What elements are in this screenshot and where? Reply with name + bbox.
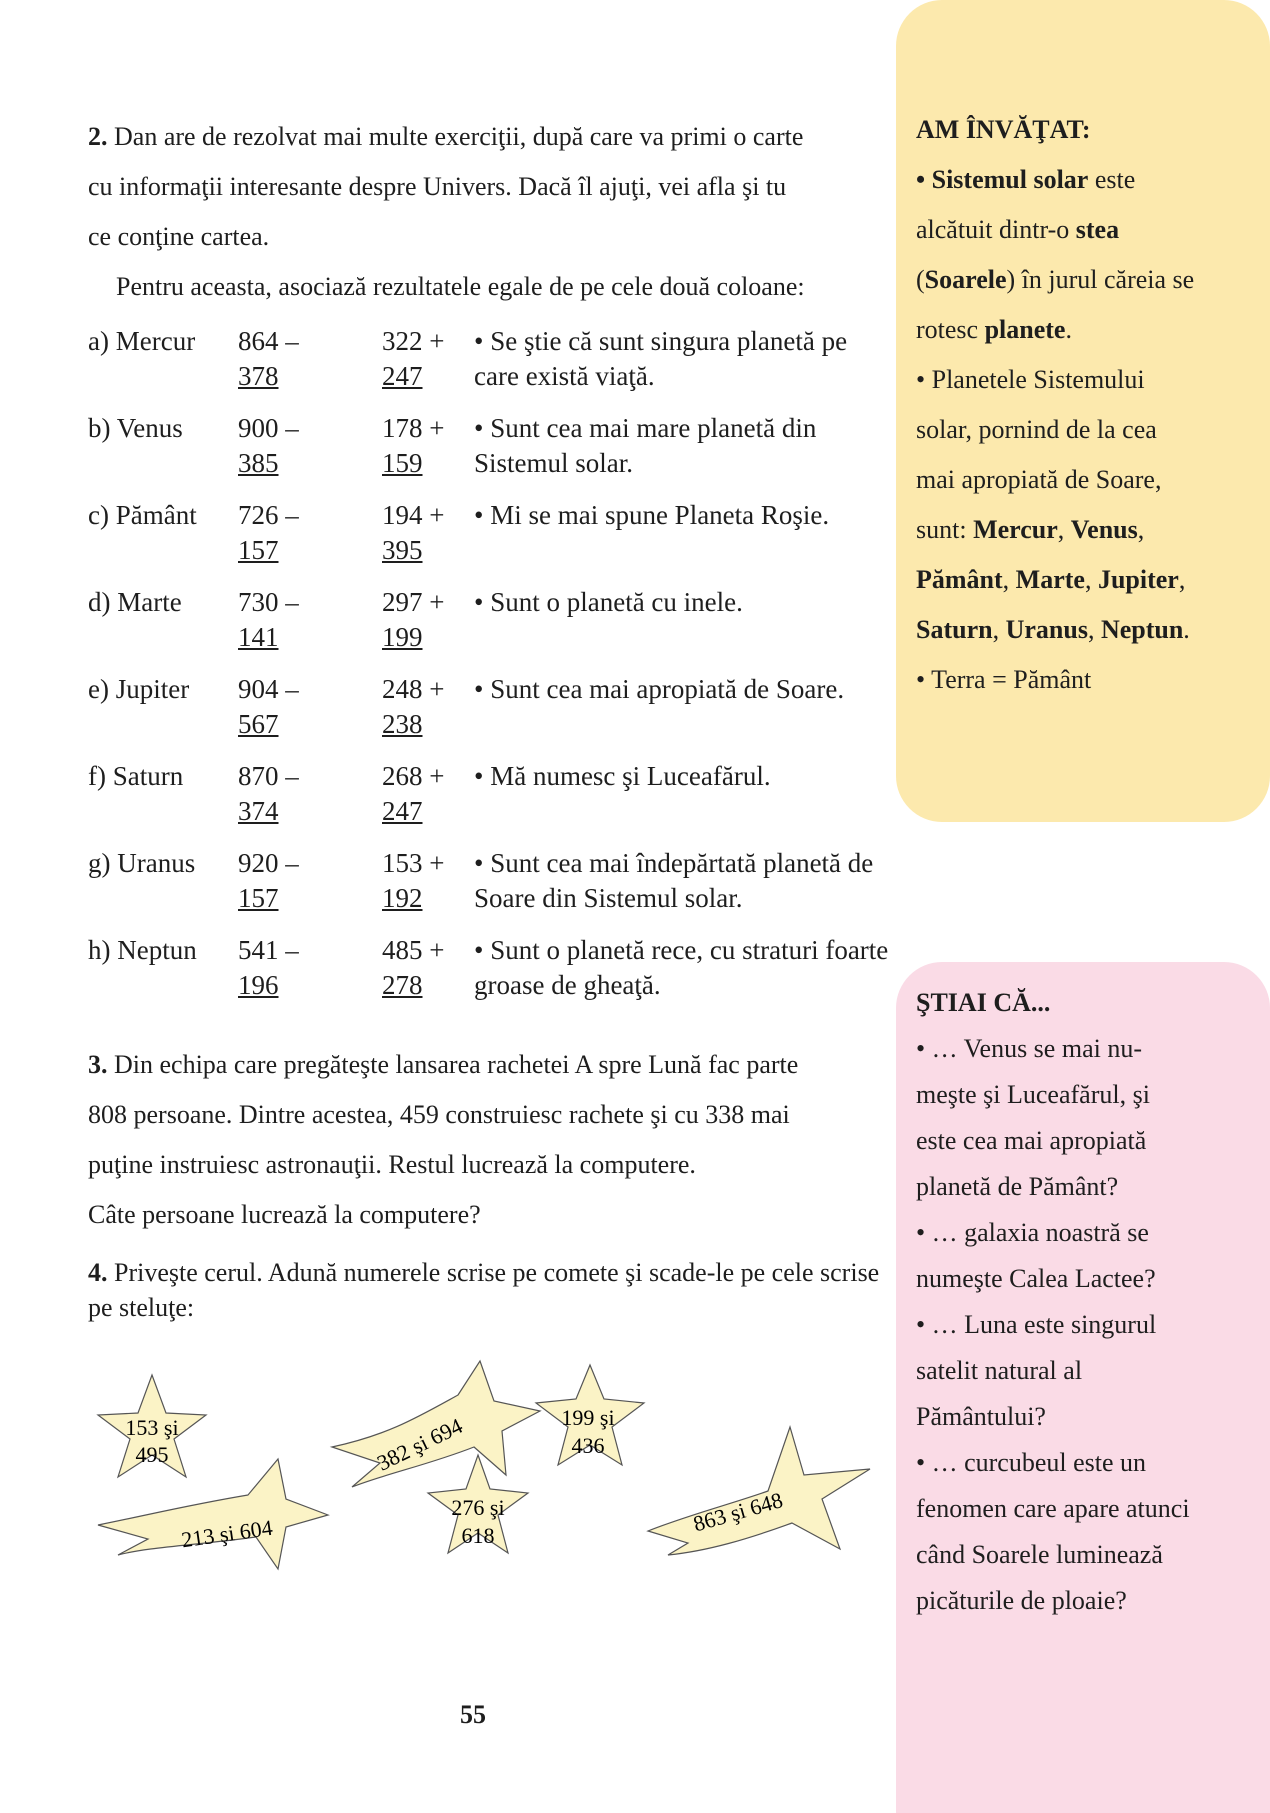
addition: 485 + 278: [382, 935, 445, 1000]
star-shape: [98, 1375, 206, 1477]
sky-illustration: [88, 1355, 888, 1615]
exercise-2-number: 2.: [88, 122, 108, 151]
planet-clue: • Se ştie că sunt singura planetă pe care există viaţă.: [474, 326, 848, 391]
subtraction: 730 – 141: [238, 587, 299, 652]
exercise-2-line-3: ce conţine cartea.: [88, 222, 270, 251]
exercise-3-number: 3.: [88, 1050, 108, 1079]
comet-shape: [332, 1361, 540, 1487]
planet-label: h) Neptun: [88, 935, 197, 965]
star-label: 618: [461, 1523, 495, 1548]
star-label: 199 şi: [561, 1405, 615, 1430]
planet-clue: • Sunt cea mai apropiată de Soare.: [474, 674, 845, 704]
planet-clue: • Sunt cea mai mare planetă din Sistemul solar.: [474, 413, 817, 478]
did-you-know-item: • … Luna este singurul satelit natural al Pământului?: [916, 1310, 1157, 1431]
subtraction: 864 – 378: [238, 326, 299, 391]
subtraction: 870 – 374: [238, 761, 299, 826]
planet-label: f) Saturn: [88, 761, 184, 791]
star-label: 153 şi: [125, 1415, 179, 1440]
addition: 248 + 238: [382, 674, 445, 739]
comet-label: 213 şi 604: [179, 1514, 275, 1553]
did-you-know-item: • … galaxia noastră se numeşte Calea Lactee?: [916, 1218, 1156, 1293]
addition: 178 + 159: [382, 413, 445, 478]
exercise-2-line-1: 2. Dan are de rezolvat mai multe exerciţii, după care va primi o carte: [88, 122, 804, 151]
planet-clue: • Sunt o planetă rece, cu straturi foarte groase de gheaţă.: [474, 935, 889, 1000]
exercise-2-line-2: cu informaţii interesante despre Univers. Dacă îl ajuţi, vei afla şi tu: [88, 172, 787, 201]
subtraction: 726 – 157: [238, 500, 299, 565]
addition: 153 + 192: [382, 848, 445, 913]
star-shape: [536, 1365, 644, 1465]
planet-clue: • Sunt o planetă cu inele.: [474, 587, 743, 617]
subtraction: 920 – 157: [238, 848, 299, 913]
comet-shape: [98, 1459, 328, 1569]
planet-label: e) Jupiter: [88, 674, 190, 704]
star-label: 495: [135, 1442, 169, 1467]
planet-label: d) Marte: [88, 587, 182, 617]
subtraction: 904 – 567: [238, 674, 299, 739]
exercise-2-instruction: Pentru aceasta, asociază rezultatele egale de pe cele două coloane:: [116, 272, 805, 301]
addition: 322 + 247: [382, 326, 445, 391]
exercise-4: [88, 1255, 888, 1325]
comet-label: 863 şi 648: [690, 1487, 786, 1537]
learned-bullet-2: • Planetele Sistemului solar, pornind de la cea mai apropiată de Soare, sunt: Mercur, Venus, Pământ, Marte, Jupiter, Saturn, Uranus, Neptun.: [916, 365, 1190, 644]
learned-content: [916, 105, 1196, 705]
exercise-3: [88, 1040, 888, 1240]
exercise-3-line-1: 3. Din echipa care pregăteşte lansarea rachetei A spre Lună fac parte: [88, 1050, 799, 1079]
planet-clue: • Mi se mai spune Planeta Roşie.: [474, 500, 830, 530]
did-you-know-item: • … Venus se mai nu-meşte şi Luceafărul, şi este cea mai apropiată planetă de Pământ?: [916, 1034, 1150, 1201]
planet-clue: • Mă numesc şi Luceafărul.: [474, 761, 771, 791]
learned-bullet-3: • Terra = Pământ: [916, 665, 1092, 694]
exercise-3-question: Câte persoane lucrează la computere?: [88, 1200, 481, 1229]
star-label: 276 şi: [451, 1495, 505, 1520]
comet-shape: [648, 1427, 870, 1555]
addition: 297 + 199: [382, 587, 445, 652]
learned-title: AM ÎNVĂŢAT:: [916, 115, 1091, 144]
star-shape: [428, 1455, 528, 1553]
subtraction: 541 – 196: [238, 935, 299, 1000]
exercise-2: [88, 112, 888, 312]
addition: 268 + 247: [382, 761, 445, 826]
exercise-3-line-3: puţine instruiesc astronauţii. Restul lucrează la computere.: [88, 1150, 696, 1179]
star-label: 436: [571, 1433, 605, 1458]
planet-clue: • Sunt cea mai îndepărtată planetă de Soare din Sistemul solar.: [474, 848, 874, 913]
exercise-3-line-2: 808 persoane. Dintre acestea, 459 construiesc rachete şi cu 338 mai: [88, 1100, 790, 1129]
planet-label: c) Pământ: [88, 500, 197, 530]
planet-label: g) Uranus: [88, 848, 196, 878]
comet-label: 382 şi 694: [373, 1412, 467, 1476]
page-number: 55: [460, 1700, 486, 1729]
exercise-4-text: Priveşte cerul. Adună numerele scrise pe comete şi scade-le pe cele scrise pe steluţe:: [88, 1258, 880, 1322]
addition: 194 + 395: [382, 500, 445, 565]
subtraction: 900 – 385: [238, 413, 299, 478]
planet-label: a) Mercur: [88, 326, 196, 356]
learned-bullet-1: • Sistemul solar este alcătuit dintr-o stea (Soarele) în jurul căreia se rotesc planete.: [916, 165, 1195, 344]
did-you-know-item: • … curcubeul este un fenomen care apare atunci când Soarele luminează picăturile de ploaie?: [916, 1448, 1190, 1615]
did-you-know-title: ŞTIAI CĂ...: [916, 988, 1051, 1017]
planet-label: b) Venus: [88, 413, 183, 443]
did-you-know-content: [916, 980, 1196, 1624]
exercise-4-number: 4.: [88, 1258, 108, 1287]
